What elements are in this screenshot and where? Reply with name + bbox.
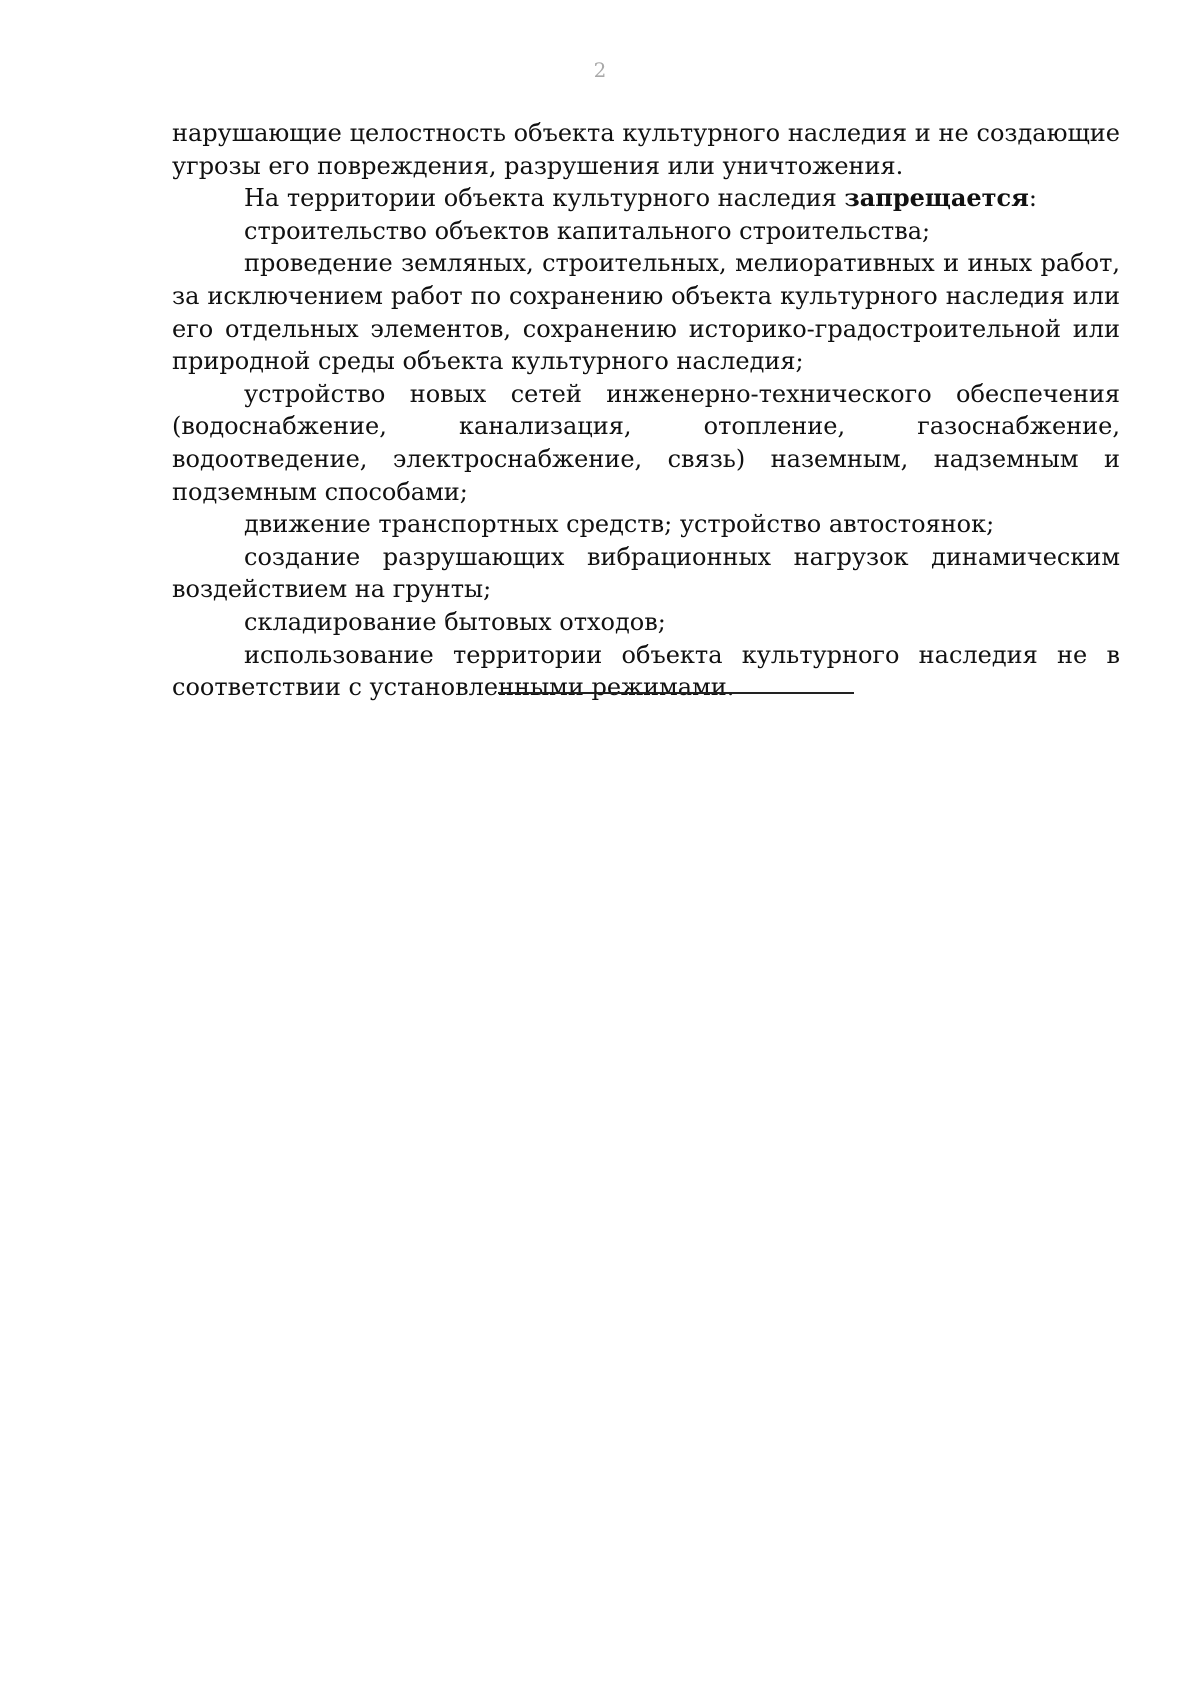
continuation-paragraph: нарушающие целостность объекта культурного наследия и не создающие угрозы его повреждения, разрушения или уничтожения. [172, 119, 1120, 180]
prohibition-colon: : [1028, 184, 1037, 213]
prohibited-item-vibration-loads: создание разрушающих вибрационных нагрузок динамическим воздействием на грунты; [172, 542, 1120, 604]
prohibited-item-nonconforming-use: использование территории объекта культурного наследия не в соответствии с установленными режимами. [172, 640, 1120, 702]
prohibited-item-waste-storage: складирование бытовых отходов; [244, 607, 666, 636]
prohibition-keyword: запрещается [844, 183, 1029, 213]
end-of-document-rule [498, 692, 854, 694]
prohibited-item-capital-construction: строительство объектов капитального строительства; [244, 216, 931, 245]
prohibition-intro-paragraph [172, 182, 1120, 215]
prohibited-item-vehicle-traffic: движение транспортных средств; устройство автостоянок; [244, 510, 995, 539]
document-body [172, 117, 1120, 704]
prohibition-intro-text: На территории объекта культурного наследия [244, 184, 845, 213]
page-number: 2 [593, 58, 607, 82]
prohibited-item-earthworks: проведение земляных, строительных, мелиоративных и иных работ, за исключением работ по сохранению объекта культурного наследия или его отдельных элементов, сохранению историко-градостроительной или природной среды объекта культурного наследия; [172, 249, 1120, 376]
prohibited-item-utility-networks: устройство новых сетей инженерно-технического обеспечения (водоснабжение, канализация, отопление, газоснабжение, водоотведение, электроснабжение, связь) наземным, надземным и подземным способами; [172, 379, 1120, 506]
